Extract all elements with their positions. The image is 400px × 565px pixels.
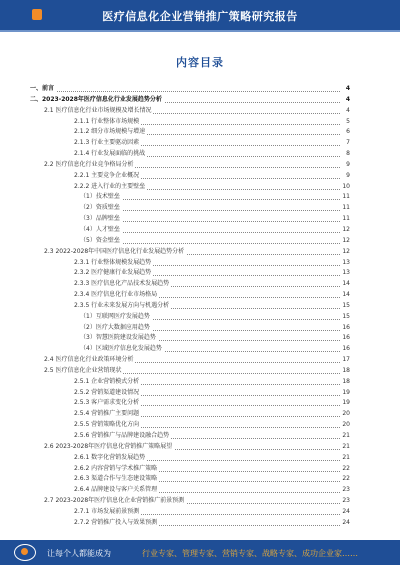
toc-entry-label: 一、前言: [30, 84, 56, 95]
toc-entry-label: 2.5.1 企业营销模式分析: [30, 377, 141, 388]
toc-entry-page: 21: [340, 431, 350, 442]
toc-entry-page: 13: [340, 258, 350, 269]
toc-entry-label: 2.1.1 行业整体市场规模: [30, 117, 141, 128]
toc-entry[interactable]: [30, 366, 350, 377]
toc-entry-label: 2.6.4 品牌建设与客户关系管理: [30, 485, 159, 496]
toc-entry-page: 6: [340, 127, 350, 138]
toc-entry-page: 14: [340, 279, 350, 290]
toc-entry-label: （2）医疗大数据应用趋势: [30, 323, 152, 334]
toc-entry[interactable]: [30, 485, 350, 496]
toc-entry-label: 2.6.3 渠道合作与生态建设策略: [30, 474, 159, 485]
toc-entry-page: 14: [340, 290, 350, 301]
toc-entry-label: 2.1 医疗信息化行业市场规模及增长情况: [30, 106, 153, 117]
toc-entry-page: 13: [340, 268, 350, 279]
toc-entry-label: 2.6 2023-2028年医疗信息化营销推广策略展望: [30, 442, 174, 453]
toc-entry[interactable]: [30, 203, 350, 214]
toc-entry[interactable]: [30, 138, 350, 149]
toc-entry-page: 19: [340, 388, 350, 399]
toc-entry-page: 12: [340, 247, 350, 258]
toc-entry[interactable]: [30, 127, 350, 138]
toc-entry[interactable]: [30, 247, 350, 258]
toc-entry[interactable]: [30, 312, 350, 323]
toc-entry-page: 5: [340, 117, 350, 128]
toc-entry[interactable]: [30, 214, 350, 225]
toc-entry-page: 23: [340, 496, 350, 507]
toc-entry-page: 20: [340, 409, 350, 420]
toc-entry[interactable]: [30, 409, 350, 420]
toc-entry-label: 2.5 医疗信息化企业营销现状: [30, 366, 123, 377]
toc-leader-dots: [30, 91, 340, 92]
toc-entry[interactable]: [30, 518, 350, 529]
toc-entry-page: 4: [340, 84, 350, 95]
toc-entry[interactable]: [30, 344, 350, 355]
toc-entry-page: 8: [340, 149, 350, 160]
toc-entry[interactable]: [30, 496, 350, 507]
toc-entry[interactable]: [30, 431, 350, 442]
toc-entry-label: 2.3.5 行业未来发展方向与机遇分析: [30, 301, 171, 312]
header-divider: [0, 30, 400, 32]
toc-entry-page: 16: [340, 323, 350, 334]
toc-entry[interactable]: [30, 442, 350, 453]
toc-entry-page: 12: [340, 225, 350, 236]
footer-slogan-right: 行业专家、管理专家、营销专家、战略专家、成功企业家……: [142, 549, 358, 558]
toc-entry[interactable]: [30, 355, 350, 366]
toc-entry-page: 21: [340, 442, 350, 453]
toc-entry-page: 9: [340, 160, 350, 171]
toc-entry[interactable]: [30, 323, 350, 334]
toc-entry-label: 2.2.2 进入行业的主要壁垒: [30, 182, 147, 193]
toc-entry[interactable]: [30, 192, 350, 203]
toc-entry-label: 2.3 2022-2028年中国医疗信息化行业发展趋势分析: [30, 247, 186, 258]
toc-entry-label: 2.5.3 客户需求变化分析: [30, 398, 141, 409]
toc-entry[interactable]: [30, 301, 350, 312]
toc-entry[interactable]: [30, 474, 350, 485]
toc-entry-label: （3）智慧医院建设发展趋势: [30, 333, 158, 344]
toc-entry-label: 2.4 医疗信息化行业政策环境分析: [30, 355, 135, 366]
toc-entry-label: （3）品牌壁垒: [30, 214, 122, 225]
toc-entry-page: 11: [340, 214, 350, 225]
toc-entry-label: （1）技术壁垒: [30, 192, 122, 203]
toc-entry-page: 21: [340, 453, 350, 464]
toc-entry[interactable]: [30, 182, 350, 193]
toc-entry-page: 22: [340, 464, 350, 475]
toc-entry-page: 4: [340, 106, 350, 117]
toc-entry[interactable]: [30, 268, 350, 279]
toc-entry[interactable]: [30, 333, 350, 344]
toc-entry[interactable]: [30, 95, 350, 106]
toc-entry-page: 16: [340, 344, 350, 355]
toc-entry-label: 2.5.6 营销推广与品牌建设融合趋势: [30, 431, 171, 442]
toc-entry-page: 9: [340, 171, 350, 182]
toc-entry-label: （2）资质壁垒: [30, 203, 122, 214]
toc-entry-label: （1）互联网医疗发展趋势: [30, 312, 152, 323]
toc-entry-label: 2.3.2 医疗健康行业发展趋势: [30, 268, 153, 279]
toc-entry[interactable]: [30, 398, 350, 409]
toc-entry-page: 16: [340, 333, 350, 344]
toc-entry-label: （5）资金壁垒: [30, 236, 122, 247]
toc-entry-label: （4）人才壁垒: [30, 225, 122, 236]
toc-entry-label: 2.5.5 营销策略优化方向: [30, 420, 141, 431]
toc-entry-label: 2.2 医疗信息化行业竞争格局分析: [30, 160, 135, 171]
toc-entry[interactable]: [30, 420, 350, 431]
toc-entry-label: 2.3.1 行业整体规模发展趋势: [30, 258, 153, 269]
toc-entry[interactable]: [30, 258, 350, 269]
toc-entry[interactable]: [30, 453, 350, 464]
toc-entry-label: 2.2.1 主要竞争企业概况: [30, 171, 141, 182]
toc-entry-label: 2.1.3 行业主要驱动因素: [30, 138, 141, 149]
toc-entry-page: 11: [340, 203, 350, 214]
toc-entry-page: 12: [340, 236, 350, 247]
toc-entry-page: 19: [340, 398, 350, 409]
footer-logo-icon: [14, 544, 36, 561]
toc-entry-label: 2.5.4 营销推广主要问题: [30, 409, 141, 420]
toc-entry-page: 24: [340, 518, 350, 529]
toc-entry-label: 2.6.1 数字化营销发展趋势: [30, 453, 147, 464]
toc-entry-page: 15: [340, 312, 350, 323]
toc-entry-page: 22: [340, 474, 350, 485]
toc-entry-label: 2.3.4 医疗信息化行业市场格局: [30, 290, 159, 301]
toc-entry[interactable]: [30, 377, 350, 388]
toc-entry[interactable]: [30, 388, 350, 399]
toc-entry-page: 11: [340, 192, 350, 203]
toc-entry-page: 18: [340, 377, 350, 388]
toc-entry[interactable]: [30, 171, 350, 182]
toc-entry[interactable]: [30, 507, 350, 518]
toc-entry-page: 20: [340, 420, 350, 431]
toc-entry-label: 2.1.4 行业发展面临的挑战: [30, 149, 147, 160]
toc-entry-label: 2.1.2 细分市场规模与增速: [30, 127, 147, 138]
toc-entry-label: 2.6.2 内容营销与学术推广策略: [30, 464, 159, 475]
toc-entry-label: 2.7.2 营销推广投入与效果预测: [30, 518, 159, 529]
toc-entry-page: 18: [340, 366, 350, 377]
toc-entry[interactable]: [30, 84, 350, 95]
toc-entry-label: 2.5.2 营销渠道建设情况: [30, 388, 141, 399]
footer-slogan-left: 让每个人都能成为: [47, 549, 111, 558]
toc-entry[interactable]: [30, 225, 350, 236]
toc-entry[interactable]: [30, 236, 350, 247]
toc-entry-label: 二、2023-2028年医疗信息化行业发展趋势分析: [30, 95, 164, 106]
toc-entry[interactable]: [30, 106, 350, 117]
toc-entry-label: （4）区域医疗信息化发展趋势: [30, 344, 164, 355]
toc-entry-page: 23: [340, 485, 350, 496]
toc-heading: 内容目录: [176, 56, 224, 69]
toc-entry[interactable]: [30, 290, 350, 301]
toc-entry[interactable]: [30, 149, 350, 160]
toc-entry-label: 2.3.3 医疗信息化产品技术发展趋势: [30, 279, 171, 290]
toc-entry[interactable]: [30, 117, 350, 128]
report-header: [0, 0, 400, 30]
toc-entry-label: 2.7.1 市场发展前景预测: [30, 507, 141, 518]
toc-entry-page: 24: [340, 507, 350, 518]
toc-entry[interactable]: [30, 160, 350, 171]
toc-entry-page: 7: [340, 138, 350, 149]
toc-entry-page: 10: [340, 182, 350, 193]
table-of-contents: [30, 84, 350, 529]
toc-entry[interactable]: [30, 464, 350, 475]
toc-entry[interactable]: [30, 279, 350, 290]
toc-entry-page: 15: [340, 301, 350, 312]
toc-entry-label: 2.7 2023-2028年医疗信息化企业营销推广前景预测: [30, 496, 186, 507]
toc-entry-page: 4: [340, 95, 350, 106]
report-title: 医疗信息化企业营销推广策略研究报告: [102, 10, 298, 23]
toc-entry-page: 17: [340, 355, 350, 366]
